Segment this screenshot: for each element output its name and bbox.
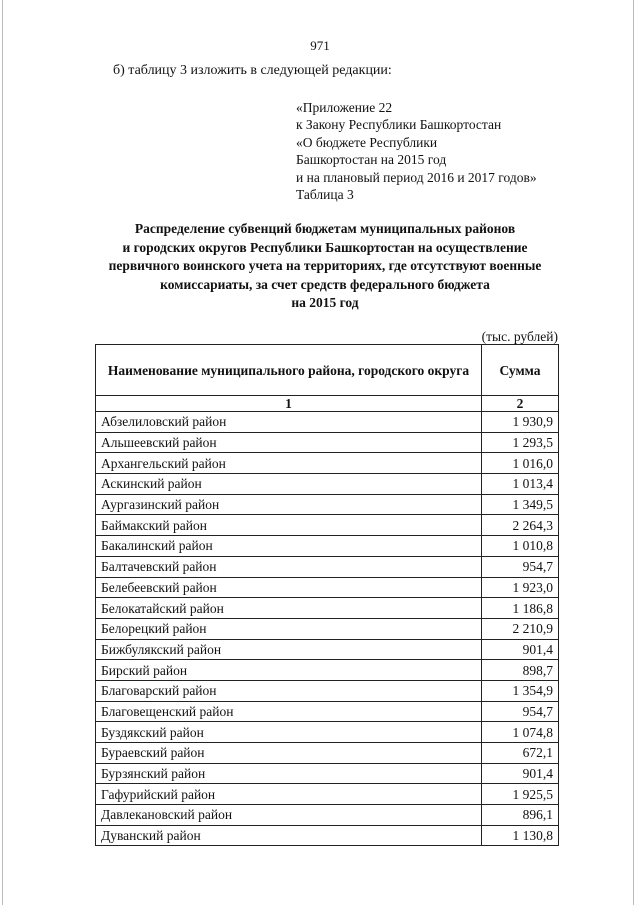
column-number: 2 — [482, 396, 559, 412]
page-number: 971 — [310, 38, 330, 53]
title-line: первичного воинского учета на территориях, где отсутствуют военные — [108, 258, 542, 274]
subvention-table — [95, 344, 559, 846]
district-name: Бижбулякский район — [96, 639, 482, 660]
district-name: Бурзянский район — [96, 763, 482, 784]
district-name: Белорецкий район — [96, 618, 482, 639]
appendix-line: «Приложение 22 — [296, 100, 393, 115]
district-name: Аургазинский район — [96, 494, 482, 515]
amount-value: 2 264,3 — [482, 515, 559, 536]
title-line: Распределение субвенций бюджетам муниципальных районов — [134, 221, 516, 236]
district-name: Архангельский район — [96, 453, 482, 474]
amount-value: 1 930,9 — [482, 412, 559, 433]
district-name: Гафурийский район — [96, 784, 482, 805]
table-header-row — [96, 345, 559, 396]
table-row — [96, 494, 559, 515]
appendix-table-label: Таблица 3 — [296, 187, 354, 203]
column-number-row — [96, 396, 559, 412]
left-scan-edge — [2, 0, 3, 905]
district-name: Баймакский район — [96, 515, 482, 536]
table-row — [96, 680, 559, 701]
district-name: Белокатайский район — [96, 598, 482, 619]
table-row — [96, 536, 559, 557]
amount-value: 954,7 — [482, 556, 559, 577]
amount-value: 2 210,9 — [482, 618, 559, 639]
title-line: и городских округов Республики Башкортостан на осуществление — [122, 239, 528, 255]
district-name: Абзелиловский район — [96, 412, 482, 433]
district-name: Благоварский район — [96, 680, 482, 701]
table-row — [96, 763, 559, 784]
district-name: Балтачевский район — [96, 556, 482, 577]
header-name: Наименование муниципального района, городского округа — [96, 345, 482, 396]
table-row — [96, 660, 559, 681]
amount-value: 1 349,5 — [482, 494, 559, 515]
district-name: Давлекановский район — [96, 805, 482, 826]
table-row — [96, 784, 559, 805]
table-row — [96, 639, 559, 660]
amount-value: 1 010,8 — [482, 536, 559, 557]
amount-value: 1 354,9 — [482, 680, 559, 701]
district-name: Альшеевский район — [96, 432, 482, 453]
amount-value: 1 186,8 — [482, 598, 559, 619]
amount-value: 901,4 — [482, 639, 559, 660]
table-body — [96, 412, 559, 846]
title-line: комиссариаты, за счет средств федерального бюджета — [160, 276, 490, 292]
unit-label: (тыс. рублей) — [481, 329, 558, 344]
amount-value: 898,7 — [482, 660, 559, 681]
district-name: Бирский район — [96, 660, 482, 681]
table-row — [96, 701, 559, 722]
appendix-header — [296, 99, 537, 203]
district-name: Буздякский район — [96, 722, 482, 743]
table-row — [96, 474, 559, 495]
table-row — [96, 598, 559, 619]
header-amount: Сумма — [482, 345, 559, 396]
table-row — [96, 825, 559, 846]
table-row — [96, 432, 559, 453]
appendix-line: и на плановый период 2016 и 2017 годов» — [296, 169, 537, 185]
table-row — [96, 515, 559, 536]
amount-value: 1 074,8 — [482, 722, 559, 743]
amount-value: 1 016,0 — [482, 453, 559, 474]
amount-value: 901,4 — [482, 763, 559, 784]
amount-value: 1 013,4 — [482, 474, 559, 495]
table-row — [96, 556, 559, 577]
district-name: Дуванский район — [96, 825, 482, 846]
amount-value: 896,1 — [482, 805, 559, 826]
appendix-line: «О бюджете Республики — [296, 134, 438, 150]
amount-value: 954,7 — [482, 701, 559, 722]
table-row — [96, 453, 559, 474]
amount-value: 1 293,5 — [482, 432, 559, 453]
amount-value: 1 925,5 — [482, 784, 559, 805]
amount-value: 672,1 — [482, 743, 559, 764]
appendix-line: Башкортостан на 2015 год — [296, 152, 447, 168]
table-row — [96, 412, 559, 433]
district-name: Бураевский район — [96, 743, 482, 764]
title-line: на 2015 год — [291, 295, 359, 311]
right-scan-edge — [633, 0, 634, 905]
table-row — [96, 743, 559, 764]
district-name: Благовещенский район — [96, 701, 482, 722]
amount-value: 1 923,0 — [482, 577, 559, 598]
table-row — [96, 577, 559, 598]
table-row — [96, 618, 559, 639]
amount-value: 1 130,8 — [482, 825, 559, 846]
intro-text: б) таблицу 3 изложить в следующей редакции: — [113, 63, 392, 78]
district-name: Бакалинский район — [96, 536, 482, 557]
document-title — [90, 220, 560, 313]
table-row — [96, 805, 559, 826]
table-row — [96, 722, 559, 743]
appendix-line: к Закону Республики Башкортостан — [296, 117, 502, 133]
column-number: 1 — [96, 396, 482, 412]
district-name: Белебеевский район — [96, 577, 482, 598]
district-name: Аскинский район — [96, 474, 482, 495]
